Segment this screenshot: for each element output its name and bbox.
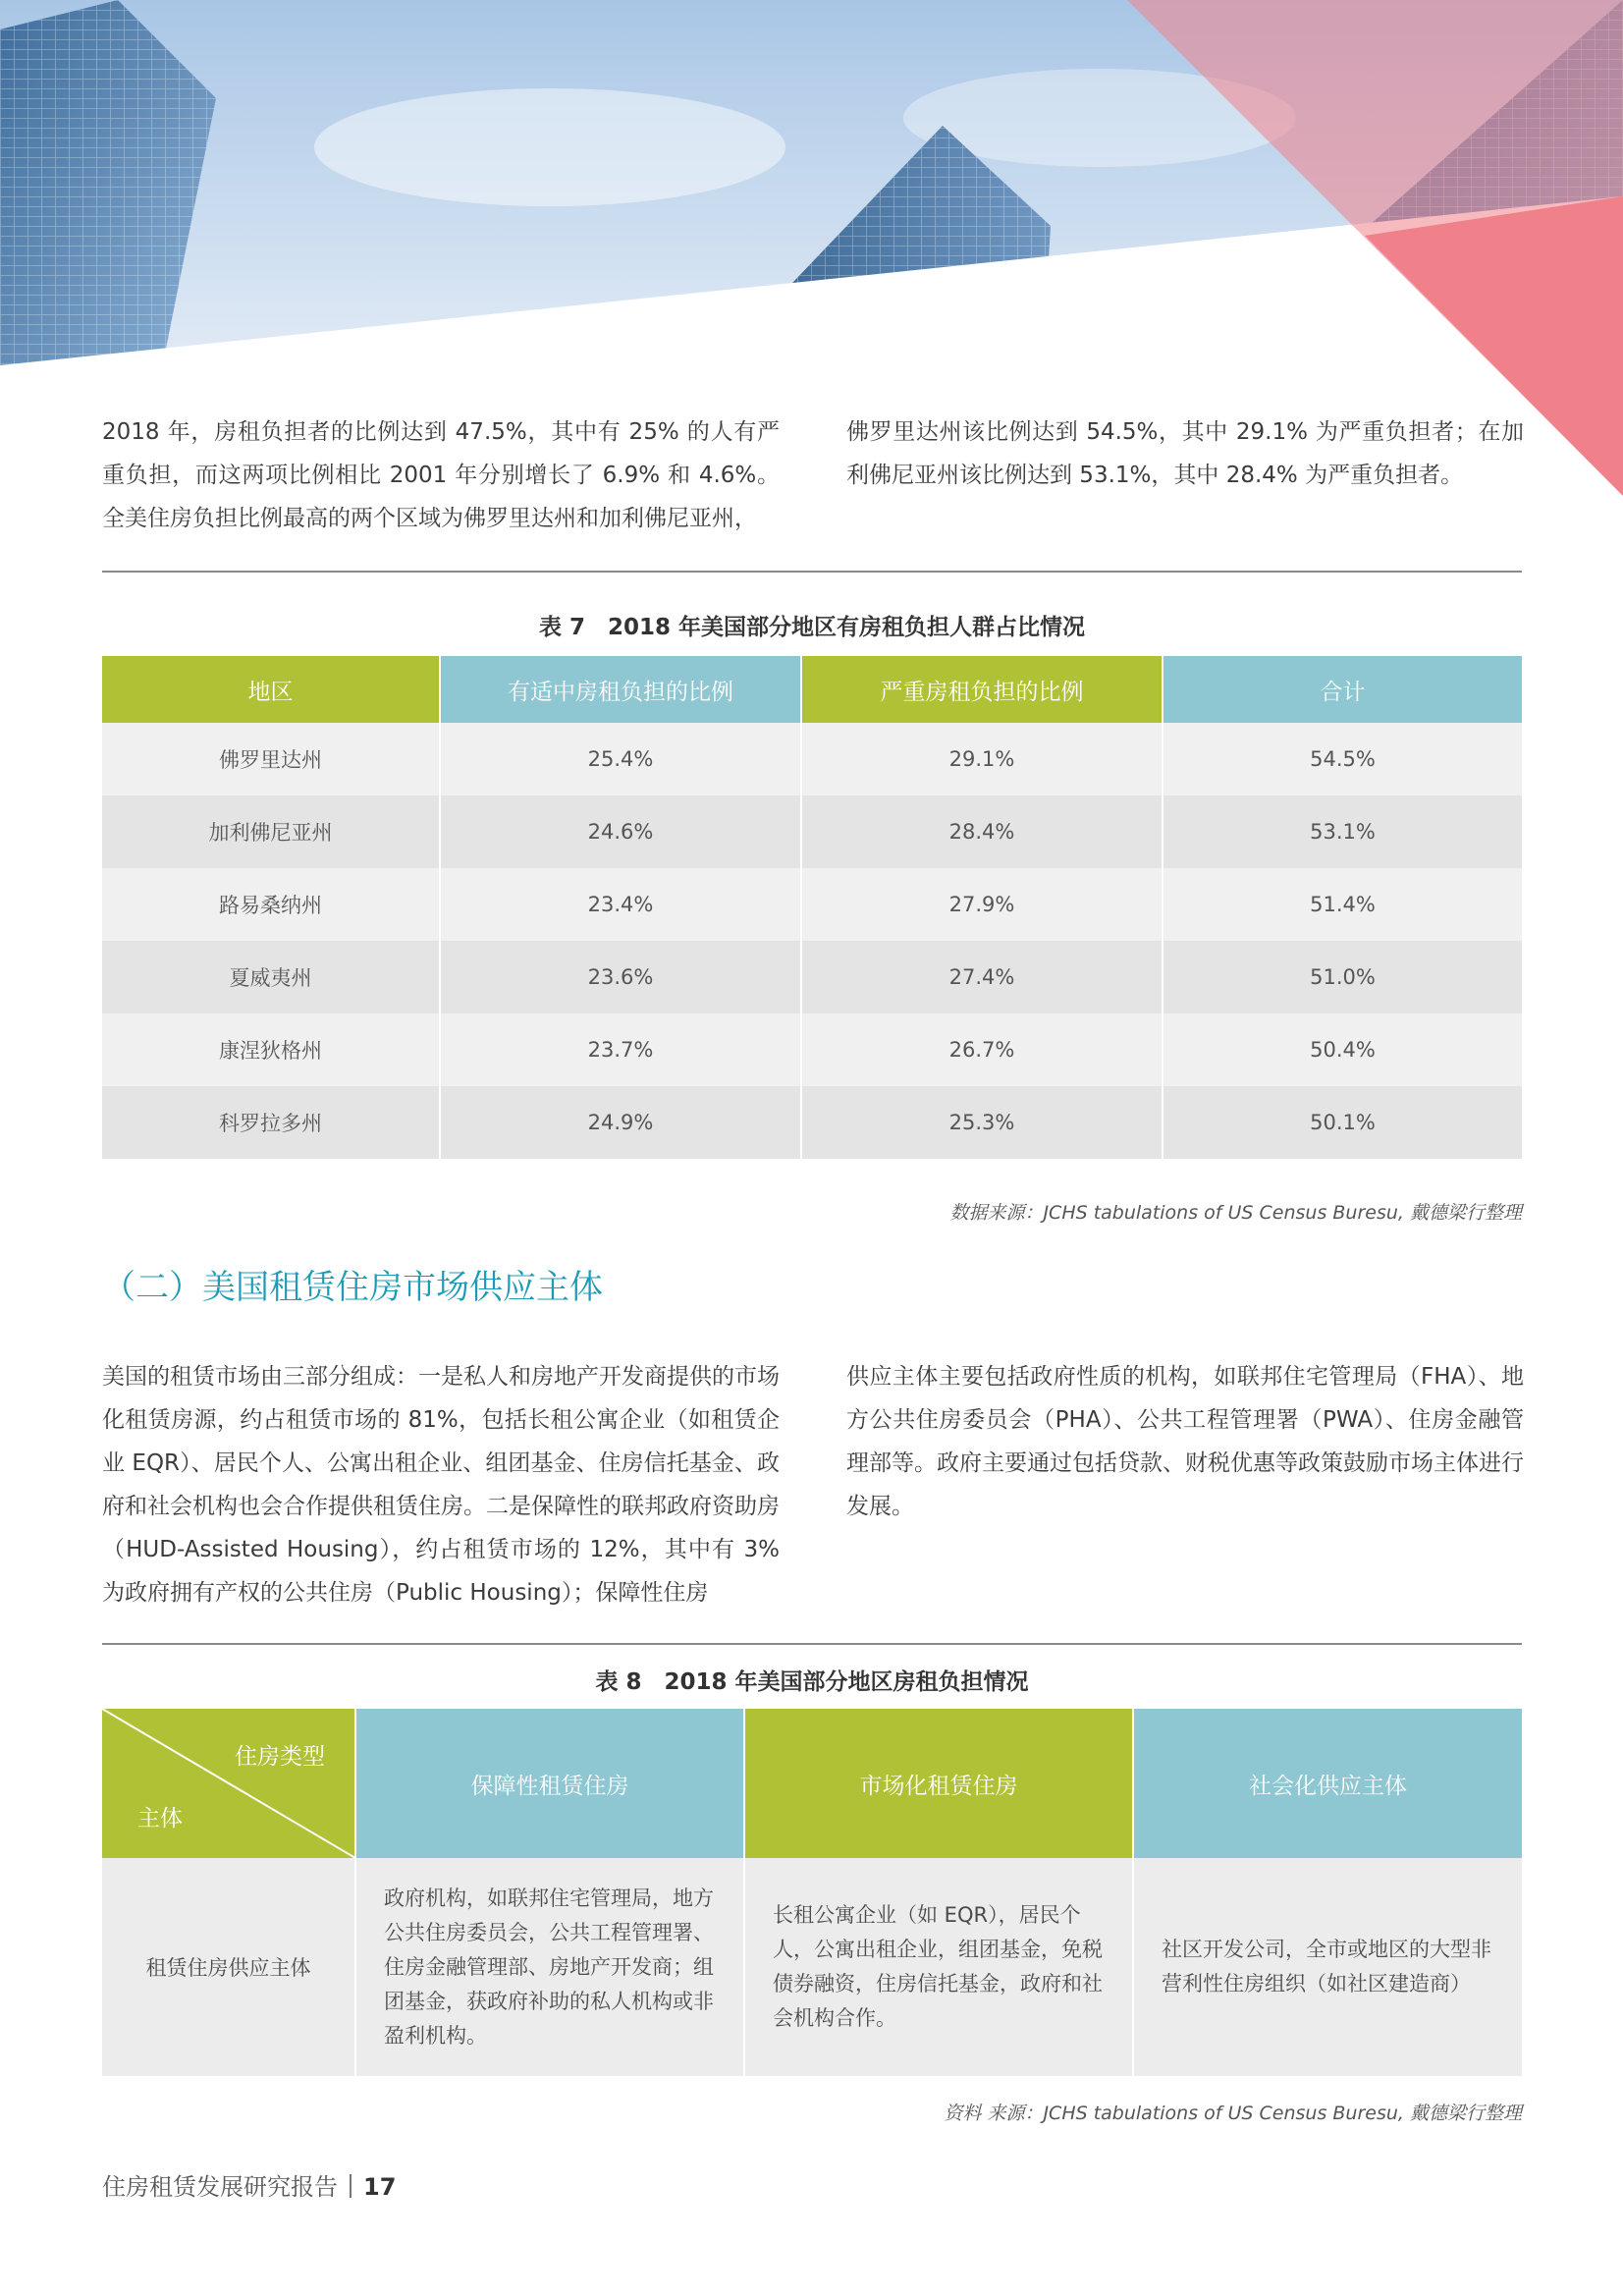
table8-header-row [102, 1709, 1522, 1858]
table-row [102, 1086, 1522, 1159]
moderate-cell: 23.4% [440, 868, 801, 941]
severe-cell: 28.4% [801, 795, 1163, 868]
total-cell: 51.0% [1163, 941, 1522, 1013]
severe-cell: 29.1% [801, 723, 1163, 795]
corner-label-subject: 主体 [137, 1806, 183, 1831]
region-cell: 加利佛尼亚州 [102, 795, 440, 868]
severe-cell: 27.9% [801, 868, 1163, 941]
body-paragraph-left: 美国的租赁市场由三部分组成：一是私人和房地产开发商提供的市场化租赁房源，约占租赁市场的 81%，包括长租公寓企业（如租赁企业 EQR）、居民个人、公寓出租企业、组团基金、住房信托基金、政府和社会机构也会合作提供租赁住房。二是保障性的联邦政府资助房（HUD-Assisted Housing），约占租赁市场的 12%，其中有 3% 为政府拥有产权的公共住房（Public Housing）；保障性住房 [102, 1364, 780, 1606]
region-cell: 夏威夷州 [102, 941, 440, 1013]
diagonal-line [102, 1709, 355, 1858]
table7-caption: 表 7 2018 年美国部分地区有房租负担人群占比情况 [538, 615, 1086, 640]
table8-header-affordable: 保障性租赁住房 [355, 1709, 744, 1858]
divider [102, 571, 1522, 573]
severe-cell: 27.4% [801, 941, 1163, 1013]
table-row [102, 1858, 1522, 2076]
total-cell: 50.1% [1163, 1086, 1522, 1159]
table7-header-severe: 严重房租负担的比例 [801, 656, 1163, 723]
region-cell: 康涅狄格州 [102, 1013, 440, 1086]
table-row [102, 723, 1522, 795]
table8-caption: 表 8 2018 年美国部分地区房租负担情况 [595, 1669, 1029, 1695]
moderate-cell: 25.4% [440, 723, 801, 795]
table7-header-total: 合计 [1163, 656, 1522, 723]
corner-label-housing-type: 住房类型 [235, 1744, 325, 1770]
table7-header-region: 地区 [102, 656, 440, 723]
body-right-column [846, 1355, 1524, 1528]
social-cell [1133, 1858, 1522, 2076]
table-row [102, 868, 1522, 941]
market-cell [744, 1858, 1133, 2076]
row-label-cell: 租赁住房供应主体 [102, 1858, 355, 2076]
severe-cell: 26.7% [801, 1013, 1163, 1086]
table8-header-social: 社会化供应主体 [1133, 1709, 1522, 1858]
table-row [102, 795, 1522, 868]
affordable-cell-text: 政府机构，如联邦住宅管理局，地方公共住房委员会，公共工程管理署、住房金融管理部、房地产开发商；组团基金，获政府补助的私人机构或非盈利机构。 [384, 1886, 714, 2048]
market-cell-text: 长租公寓企业（如 EQR），居民个人，公寓出租企业，组团基金，免税债券融资，住房信托基金，政府和社会机构合作。 [773, 1903, 1103, 2030]
affordable-cell [355, 1858, 744, 2076]
table8-header-market: 市场化租赁住房 [744, 1709, 1133, 1858]
table7-source: 数据来源：JCHS tabulations of US Census Buresu, 戴德梁行整理 [949, 1202, 1522, 1224]
total-cell: 50.4% [1163, 1013, 1522, 1086]
moderate-cell: 23.6% [440, 941, 801, 1013]
footer-separator [350, 2174, 352, 2198]
table-row [102, 1013, 1522, 1086]
table8 [102, 1709, 1522, 2076]
region-cell: 佛罗里达州 [102, 723, 440, 795]
region-cell: 路易桑纳州 [102, 868, 440, 941]
section-title: （二）美国租赁住房市场供应主体 [102, 1268, 603, 1307]
divider [102, 1643, 1522, 1645]
intro-left-column [102, 410, 780, 540]
table-row [102, 941, 1522, 1013]
total-cell: 54.5% [1163, 723, 1522, 795]
intro-right-column [846, 410, 1524, 497]
footer-report-title: 住房租赁发展研究报告 [102, 2173, 338, 2201]
moderate-cell: 24.9% [440, 1086, 801, 1159]
region-cell: 科罗拉多州 [102, 1086, 440, 1159]
total-cell: 53.1% [1163, 795, 1522, 868]
severe-cell: 25.3% [801, 1086, 1163, 1159]
body-paragraph-right: 供应主体主要包括政府性质的机构，如联邦住宅管理局（FHA）、地方公共住房委员会（PHA）、公共工程管理署（PWA）、住房金融管理部等。政府主要通过包括贷款、财税优惠等政策鼓励市场主体进行发展。 [846, 1364, 1524, 1519]
total-cell: 51.4% [1163, 868, 1522, 941]
table7 [102, 656, 1522, 1159]
intro-paragraph-right: 佛罗里达州该比例达到 54.5%，其中 29.1% 为严重负担者；在加利佛尼亚州该比例达到 53.1%，其中 28.4% 为严重负担者。 [846, 419, 1524, 488]
table8-source: 资料 来源：JCHS tabulations of US Census Buresu, 戴德梁行整理 [944, 2103, 1522, 2124]
moderate-cell: 24.6% [440, 795, 801, 868]
table8-corner-header [102, 1709, 355, 1858]
intro-paragraph-left: 2018 年，房租负担者的比例达到 47.5%，其中有 25% 的人有严重负担，而这两项比例相比 2001 年分别增长了 6.9% 和 4.6%。全美住房负担比例最高的两个区域为佛罗里达州和加利佛尼亚州， [102, 419, 780, 531]
table7-header-moderate: 有适中房租负担的比例 [440, 656, 801, 723]
body-left-column [102, 1355, 780, 1614]
moderate-cell: 23.7% [440, 1013, 801, 1086]
page-number: 17 [363, 2173, 397, 2201]
social-cell-text: 社区开发公司，全市或地区的大型非营利性住房组织（如社区建造商） [1162, 1938, 1491, 1995]
page-footer [102, 2167, 396, 2202]
table7-header-row [102, 656, 1522, 723]
